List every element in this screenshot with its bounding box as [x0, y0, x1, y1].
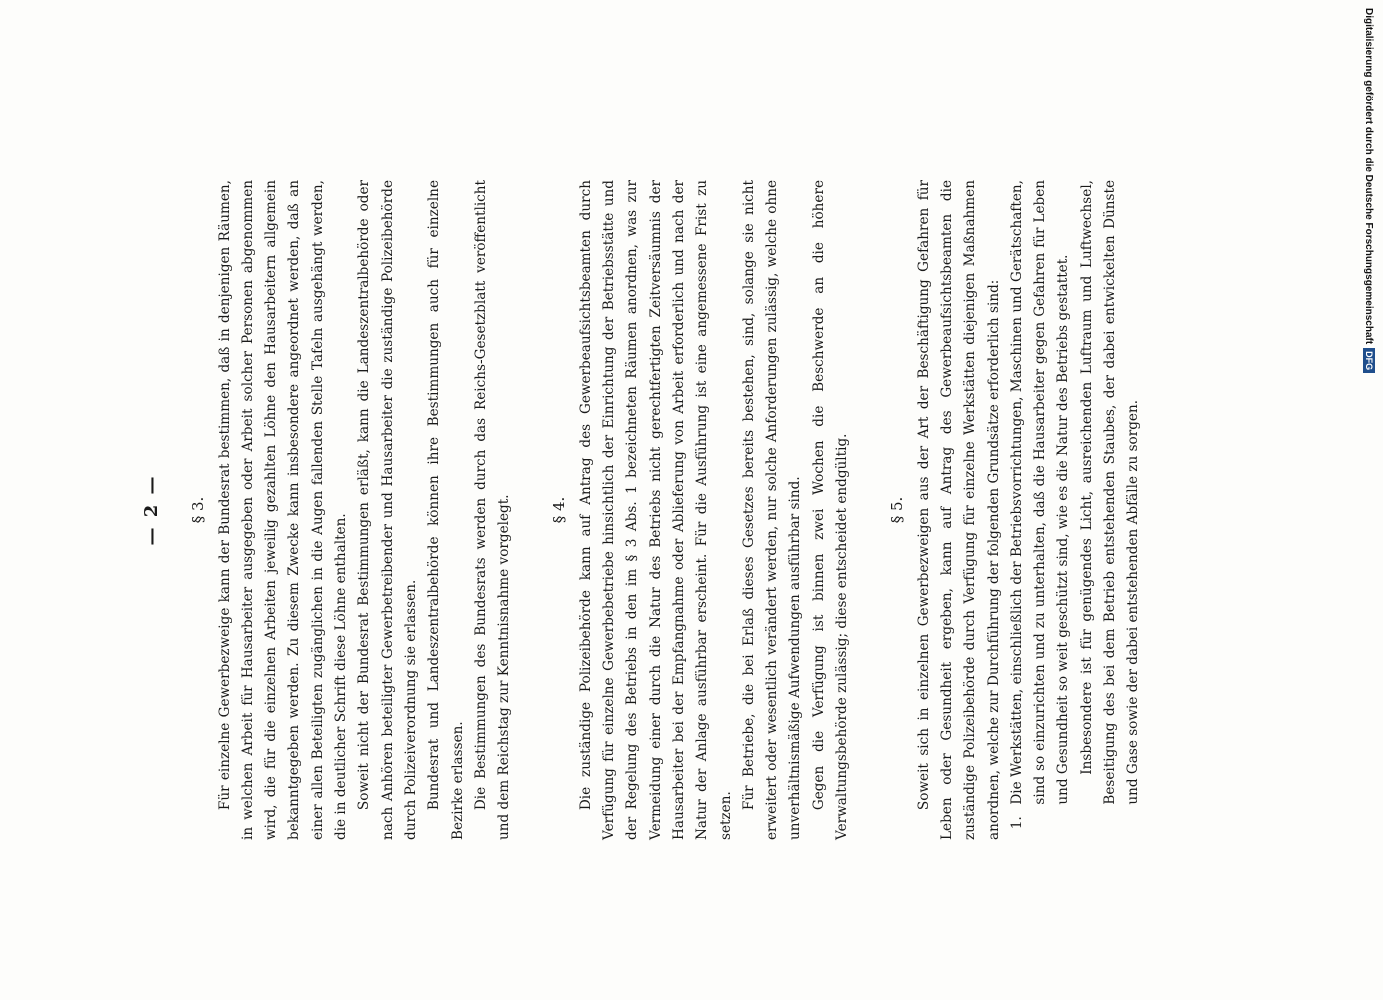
- section-5-paragraph-1: Soweit sich in einzelnen Gewerbezweigen aus der Art der Beschäftigung Gefahren für Leben oder Gesundheit ergeben, kann auf Antrag des Gewerbeaufsichtsbeamten die zuständige Polizeibehörde durch Verfügung für einzelne Werkstätten diejenigen Maßnahmen anordnen, welche zur Durchführung der folgenden Grundsätze erforderlich sind:: [915, 180, 1002, 840]
- dfg-logo: DFG: [1363, 348, 1375, 373]
- rotated-text-block: [140, 180, 1230, 840]
- list-item-number: 1.: [1008, 816, 1025, 830]
- section-4-paragraph-3: Gegen die Verfügung ist binnen zwei Wochen die Beschwerde an die höhere Verwaltungsbehörde zulässig; diese entscheidet endgültig.: [810, 180, 851, 840]
- section-4-paragraph-2: Für Betriebe, die bei Erlaß dieses Gesetzes bereits bestehen, sind, solange sie nicht erweitert oder wesentlich verändert werden, nur solche Anforderungen zulässig, welche ohne unverhältnismäßige Aufwendungen ausführbar sind.: [740, 180, 804, 840]
- digitization-credit-sidebar: [1360, 8, 1382, 408]
- list-item-text: Die Werkstätten, einschließlich der Betriebsvorrichtungen, Maschinen und Gerätschaften, sind so einzurichten und zu unterhalten, daß die Hausarbeiter gegen Gefahren für Leben und Gesundheit so weit geschützt sind, wie es die Natur des Betriebs gestattet.: [1008, 180, 1072, 805]
- section-4-heading: § 4.: [550, 496, 569, 524]
- section-3-paragraph-4: Die Bestimmungen des Bundesrats werden durch das Reichs-Gesetzblatt veröffentlicht und dem Reichstag zur Kenntnisnahme vorgelegt.: [472, 180, 513, 840]
- page-number: — 2 —: [141, 474, 162, 546]
- section-4-paragraph-1: Die zuständige Polizeibehörde kann auf Antrag des Gewerbeaufsichtsbeamten durch Verfügung für einzelne Gewerbebetriebe hinsichtlich der Einrichtung der Betriebsstätte und der Regelung des Betriebs in den im § 3 Abs. 1 bezeichneten Räumen anordnen, was zur Vermeidung einer durch die Natur des Betriebs nicht gerechtfertigten Zeitversäumnis der Hausarbeiter bei der Empfangnahme oder Ablieferung von Arbeit erforderlich und nach der Natur der Anlage ausführbar erscheint. Für die Ausführung ist eine angemessene Frist zu setzen.: [577, 180, 734, 840]
- section-3-paragraph-2: Soweit nicht der Bundesrat Bestimmungen erläßt, kann die Landeszentralbehörde oder nach Anhören beteiligter Gewerbetreibender und Hausarbeiter die zuständige Polizeibehörde durch Polizeiverordnung sie erlassen.: [356, 180, 419, 840]
- section-3-heading: § 3.: [189, 496, 208, 524]
- credit-rotated: [1358, 8, 1380, 408]
- section-3-paragraph-3: Bundesrat und Landeszentralbehörde können ihre Bestimmungen auch für einzelne Bezirke erlassen.: [426, 180, 466, 840]
- credit-text: Digitalisierung gefördert durch die Deutsche Forschungsgemeinschaft: [1363, 8, 1375, 345]
- section-5-list-item-1-subparagraph: Insbesondere ist für genügendes Licht, ausreichenden Luftraum und Luftwechsel, Beseitigung des bei dem Betrieb entstehenden Staubes, der dabei entwickelten Dünste und Gase sowie der dabei entstehenden Abfälle zu sorgen.: [1078, 180, 1142, 805]
- section-5-list-item-1: [1006, 180, 1076, 840]
- section-5-heading: § 5.: [888, 496, 907, 524]
- document-page: [140, 180, 1230, 840]
- section-3-paragraph-1: Für einzelne Gewerbezweige kann der Bundesrat bestimmen, daß in denjenigen Räumen, in welchen Arbeit für Hausarbeiter ausgegeben oder Arbeit solcher Personen abgenommen wird, die für die einzelnen Arbeiten jeweilig gezahlten Löhne den Hausarbeitern allgemein bekanntgegeben werden. Zu diesem Zwecke kann insbesondere angeordnet werden, daß an einer allen Beteiligten zugänglichen in die Augen fallenden Stelle Tafeln ausgehängt werden, die in deutlicher Schrift diese Löhne enthalten.: [216, 180, 350, 840]
